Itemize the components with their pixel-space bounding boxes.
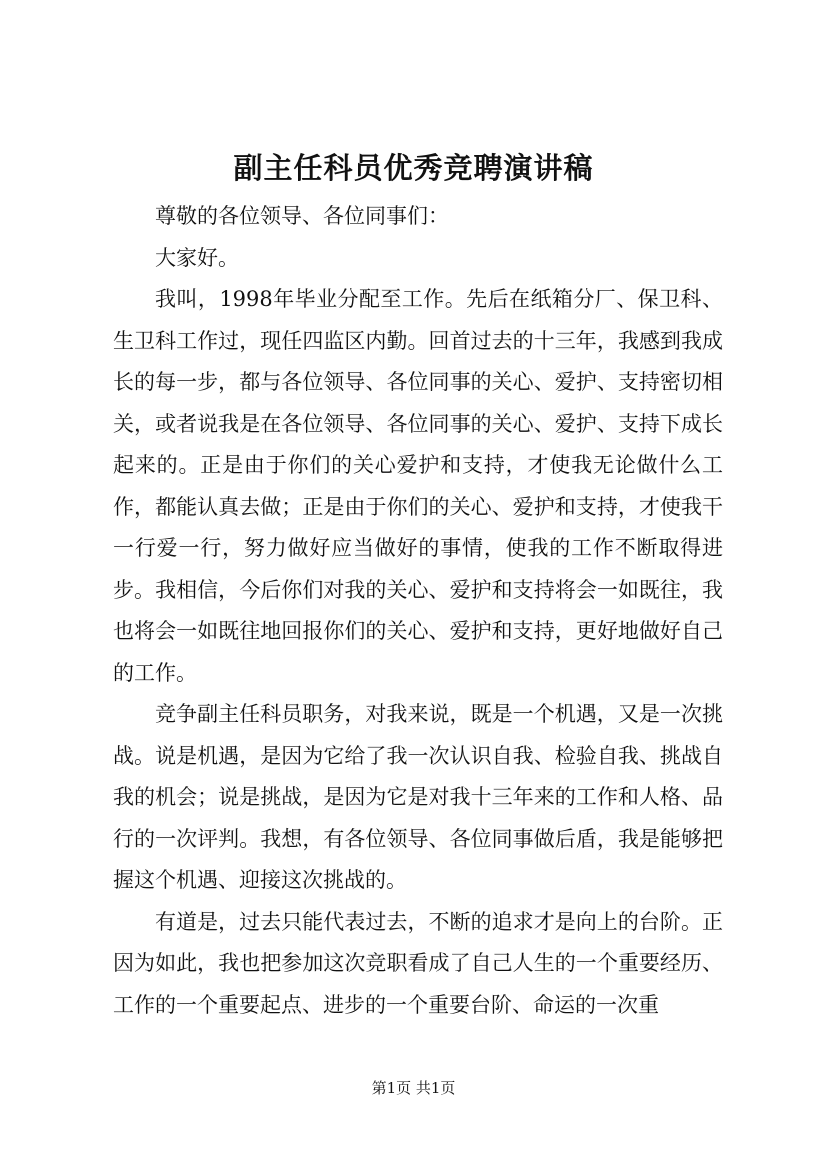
document-body <box>113 196 723 1026</box>
body-paragraph: 有道是，过去只能代表过去，不断的追求才是向上的台阶。正因为如此，我也把参加这次竞职看成了自己人生的一个重要经历、工作的一个重要起点、进步的一个重要台阶、命运的一次重 <box>113 909 723 1017</box>
page-number-footer: 第1页 共1页 <box>371 1079 456 1097</box>
document-title: 副主任科员优秀竞聘演讲稿 <box>233 151 594 185</box>
body-paragraph: 竞争副主任科员职务，对我来说，既是一个机遇，又是一次挑战。说是机遇，是因为它给了我一次认识自我、检验自我、挑战自我的机会；说是挑战，是因为它是对我十三年来的工作和人格、品行的一次评判。我想，有各位领导、各位同事做后盾，我是能够把握这个机遇、迎接这次挑战的。 <box>113 702 723 892</box>
salutation-paragraph: 尊敬的各位领导、各位同事们： <box>155 204 449 228</box>
greeting-paragraph: 大家好。 <box>155 245 239 270</box>
body-paragraph: 我叫，1998年毕业分配至工作。先后在纸箱分厂、保卫科、生卫科工作过，现任四监区内勤。回首过去的十三年，我感到我成长的每一步，都与各位领导、各位同事的关心、爱护、支持密切相关，或者说我是在各位领导、各位同事的关心、爱护、支持下成长起来的。正是由于你们的关心爱护和支持，才使我无论做什么工作，都能认真去做；正是由于你们的关心、爱护和支持，才使我干一行爱一行，努力做好应当做好的事情，使我的工作不断取得进步。我相信，今后你们对我的关心、爱护和支持将会一如既往，我也将会一如既往地回报你们的关心、爱护和支持，更好地做好自己的工作。 <box>113 287 723 685</box>
